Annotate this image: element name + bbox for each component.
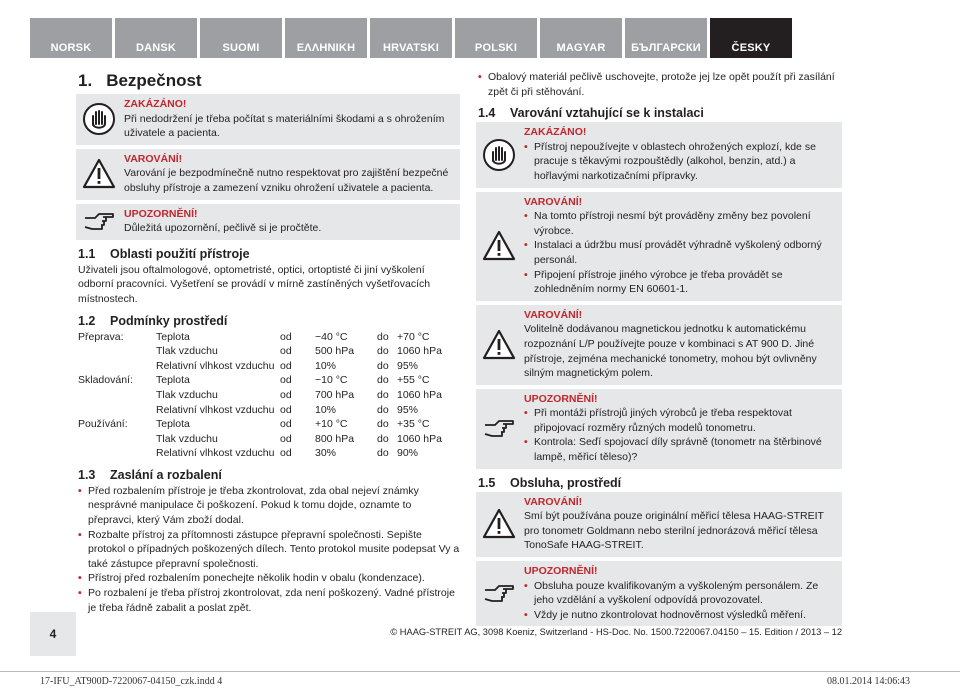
condition-group (78, 403, 156, 418)
from-word: od (280, 418, 292, 431)
warning-triangle-icon (82, 157, 116, 191)
section-title: Varování vztahující se k instalaci (510, 106, 704, 121)
from-word: od (280, 432, 292, 445)
section-1-3-heading (78, 467, 460, 483)
stop-hand-icon (482, 138, 516, 172)
prohibited-box (476, 122, 842, 187)
box-text: Varování je bezpodmínečně nutno respektovat pro zajištění bezpečné obsluhy přístroje a zamezení vzniku ohrožení uživatele a pacienta. (124, 167, 449, 194)
list-item: • Rozbalte přístroj za přítomnosti zástupce přepravní společnosti. Sepište protokol o případných poškozených dílech. Tento protokol musite podepsat Vy a také zástupce přepravní společnosti. (78, 528, 460, 572)
list-item: • Kontrola: Seďí spojovací díly správně (tonometr na štěrbinové lampě, měřicí těleso)? (524, 435, 834, 464)
section-number: 1.4 (478, 106, 496, 121)
section-1-heading (78, 70, 460, 92)
to-word: do (377, 330, 389, 343)
box-label: VAROVÁNÍ! (524, 195, 583, 208)
condition-parameter: Relativní vlhkost vzduchu (156, 359, 275, 372)
section-number: 1.5 (478, 475, 496, 490)
box-text: Důležitá upozornění, pečlivě si je pročtěte. (124, 222, 322, 235)
stop-hand-icon (82, 102, 116, 136)
box-label: ZAKÁZÁNO! (524, 126, 587, 139)
condition-group (78, 432, 156, 447)
to-value: 1060 hPa (397, 345, 442, 358)
from-value: 10% (315, 403, 337, 416)
box-list (524, 579, 834, 623)
to-value: 1060 hPa (397, 432, 442, 445)
from-word: od (280, 374, 292, 387)
condition-parameter: Relativní vlhkost vzduchu (156, 403, 275, 416)
list-item: • Při montáži přístrojů jiných výrobců je třeba respektovat připojovací rozměry různých modelů tonometru. (524, 406, 834, 435)
from-value: 800 hPa (315, 432, 355, 445)
warning-box (476, 492, 842, 557)
to-word: do (377, 374, 389, 387)
section-number: 1. (78, 71, 93, 90)
to-value: 1060 hPa (397, 388, 442, 401)
tab-greek[interactable]: ΕΛΛΗΝΙΚΗ (285, 18, 367, 58)
list-item: • Přístroj nepoužívejte v oblastech ohrožených explozí, kde se pracuje s těkavými rozpouštědly (alkohol, benzin, atd.) a hořlavými narkotizačními přípravky. (524, 140, 834, 184)
section-1-2-heading (78, 313, 460, 329)
pointing-hand-icon (482, 412, 516, 446)
condition-parameter: Tlak vzduchu (156, 388, 218, 401)
from-word: od (280, 359, 292, 372)
tab-bulgarian[interactable]: БЪЛГАРСКИ (625, 18, 707, 58)
tab-norsk[interactable]: NORSK (30, 18, 112, 58)
left-column (78, 70, 460, 615)
box-text: Volitelně dodávanou magnetickou jednotku k automatickému rozpoznání L/P používejte pouze v kombinaci s AT 900 D. Jiné přístroje, zejména mechanické tonometry, mohou být ovlivněny silným magnetickým polem. (524, 323, 817, 380)
warning-triangle-icon (482, 229, 516, 263)
list-item: • Na tomto přístroji nesmí být prováděny změny bez povolení výrobce. (524, 209, 834, 238)
condition-group: Skladování: (78, 374, 133, 387)
warning-box (476, 305, 842, 385)
section-1-5-heading (478, 475, 842, 491)
section-number: 1.3 (78, 467, 96, 482)
from-word: od (280, 403, 292, 416)
section-title: Oblasti použití přístroje (110, 246, 250, 261)
to-word: do (377, 447, 389, 460)
tab-hrvatski[interactable]: HRVATSKI (370, 18, 452, 58)
to-word: do (377, 418, 389, 431)
to-word: do (377, 403, 389, 416)
to-word: do (377, 345, 389, 358)
note-box (476, 389, 842, 469)
condition-parameter: Relativní vlhkost vzduchu (156, 447, 275, 460)
section-title: Podmínky prostředí (110, 313, 228, 328)
to-value: 95% (397, 359, 419, 372)
note-box (476, 561, 842, 626)
list-item: • Vždy je nutno zkontrolovat hodnověrnost výsledků měření. (524, 608, 834, 623)
to-word: do (377, 432, 389, 445)
box-label: UPOZORNĚNÍ! (524, 392, 598, 405)
condition-parameter: Tlak vzduchu (156, 345, 218, 358)
from-word: od (280, 388, 292, 401)
unpacking-list (78, 484, 460, 615)
condition-group (78, 446, 156, 461)
footer-file-name: 17-IFU_AT900D-7220067-04150_czk.indd 4 (40, 676, 223, 687)
condition-group (78, 344, 156, 359)
from-value: 30% (315, 447, 337, 460)
to-value: +55 °C (397, 374, 430, 387)
from-word: od (280, 345, 292, 358)
box-label: ZAKÁZÁNO! (124, 98, 187, 110)
tab-cesky[interactable]: ČESKY (710, 18, 792, 58)
conditions-table (78, 330, 460, 461)
condition-parameter: Tlak vzduchu (156, 432, 218, 445)
condition-parameter: Teplota (156, 418, 190, 431)
from-value: 700 hPa (315, 388, 355, 401)
section-title: Bezpečnost (106, 71, 202, 90)
section-title: Zaslání a rozbalení (110, 467, 222, 482)
pointing-hand-icon (82, 205, 116, 239)
condition-parameter: Teplota (156, 374, 190, 387)
box-list (524, 406, 834, 464)
page-number: 4 (30, 612, 76, 656)
from-value: −40 °C (315, 330, 348, 343)
language-tabs (30, 18, 792, 58)
prohibited-box (76, 94, 460, 145)
box-label: VAROVÁNÍ! (524, 495, 583, 508)
condition-parameter: Teplota (156, 330, 190, 343)
condition-group (78, 359, 156, 374)
list-item: • Obalový materiál pečlivě uschovejte, protože jej lze opět použít při zasílání zpět či při stěhování. (478, 70, 842, 99)
warning-box (476, 192, 842, 301)
warning-triangle-icon (482, 507, 516, 541)
box-label: VAROVÁNÍ! (524, 308, 583, 321)
condition-group: Používání: (78, 418, 128, 431)
box-text: Při nedodržení je třeba počítat s materiálními škodami a s ohrožením uživatele a pacienta. (124, 112, 445, 140)
right-column (478, 70, 842, 626)
section-1-1-heading (78, 246, 460, 262)
box-list (524, 140, 834, 184)
from-word: od (280, 447, 292, 460)
from-value: −10 °C (315, 374, 348, 387)
condition-group: Přeprava: (78, 330, 124, 343)
copyright-line: © HAAG-STREIT AG, 3098 Koeniz, Switzerland - HS-Doc. No. 1500.7220067.04150 – 15. Edition / 2013 – 12 (390, 627, 842, 637)
from-value: +10 °C (315, 418, 348, 431)
list-item: • Po rozbalení je třeba přístroj zkontrolovat, zda není poškozený. Vadné přístroje je třeba řádně zabalit a poslat zpět. (78, 586, 460, 615)
section-number: 1.1 (78, 246, 96, 261)
to-value: +70 °C (397, 330, 430, 343)
box-label: VAROVÁNÍ! (124, 152, 183, 165)
box-text: Smí být používána pouze originální měřicí tělesa HAAG-STREIT pro tonometr Goldmann nebo sterilní jednorázová měřicí tělesa TonoSafe HAAG-STREIT. (524, 510, 824, 552)
to-value: 95% (397, 403, 419, 416)
from-word: od (280, 330, 292, 343)
warning-box (76, 149, 460, 200)
to-value: +35 °C (397, 418, 430, 431)
footer-timestamp: 08.01.2014 14:06:43 (826, 676, 910, 687)
packaging-list (478, 70, 842, 99)
footer-divider (0, 671, 960, 672)
box-list (524, 209, 834, 297)
section-1-4-heading (478, 105, 842, 121)
to-word: do (377, 388, 389, 401)
tab-suomi[interactable]: SUOMI (200, 18, 282, 58)
list-item: • Před rozbalením přístroje je třeba zkontrolovat, zda obal nejeví známky nesprávné manipulace či poškození. Pokud k tomu dojde, oznamte to přepravci, který Vám zboží dodal. (78, 484, 460, 528)
box-label: UPOZORNĚNÍ! (524, 565, 598, 578)
from-value: 500 hPa (315, 345, 355, 358)
list-item: • Připojení přístroje jiného výrobce je třeba provádět se zohledněním normy EN 60601-1. (524, 268, 834, 297)
tab-magyar[interactable]: MAGYAR (540, 18, 622, 58)
warning-triangle-icon (482, 328, 516, 362)
note-box (76, 204, 460, 240)
list-item: • Instalaci a údržbu musí provádět výhradně vyškolený odborný personál. (524, 238, 834, 267)
to-word: do (377, 359, 389, 372)
box-label: UPOZORNĚNÍ! (124, 207, 198, 220)
from-value: 10% (315, 359, 337, 372)
tab-polski[interactable]: POLSKI (455, 18, 537, 58)
section-number: 1.2 (78, 313, 96, 328)
usage-paragraph: Uživateli jsou oftalmologové, optometristé, optici, ortoptisté či jiní vyškolení odborní pracovníci. Vyšetření se provádí v mírně zastíněných vyšetřovacích místnostech. (78, 263, 431, 305)
pointing-hand-icon (482, 577, 516, 611)
list-item: • Přístroj před rozbalením ponechejte několik hodin v obalu (kondenzace). (78, 571, 460, 586)
condition-group (78, 388, 156, 403)
to-value: 90% (397, 447, 419, 460)
tab-dansk[interactable]: DANSK (115, 18, 197, 58)
list-item: • Obsluha pouze kvalifikovaným a vyškoleným personálem. Ze jeho vzdělání a vyškolení odpovídá provozovatel. (524, 579, 834, 608)
section-title: Obsluha, prostředí (510, 475, 622, 490)
